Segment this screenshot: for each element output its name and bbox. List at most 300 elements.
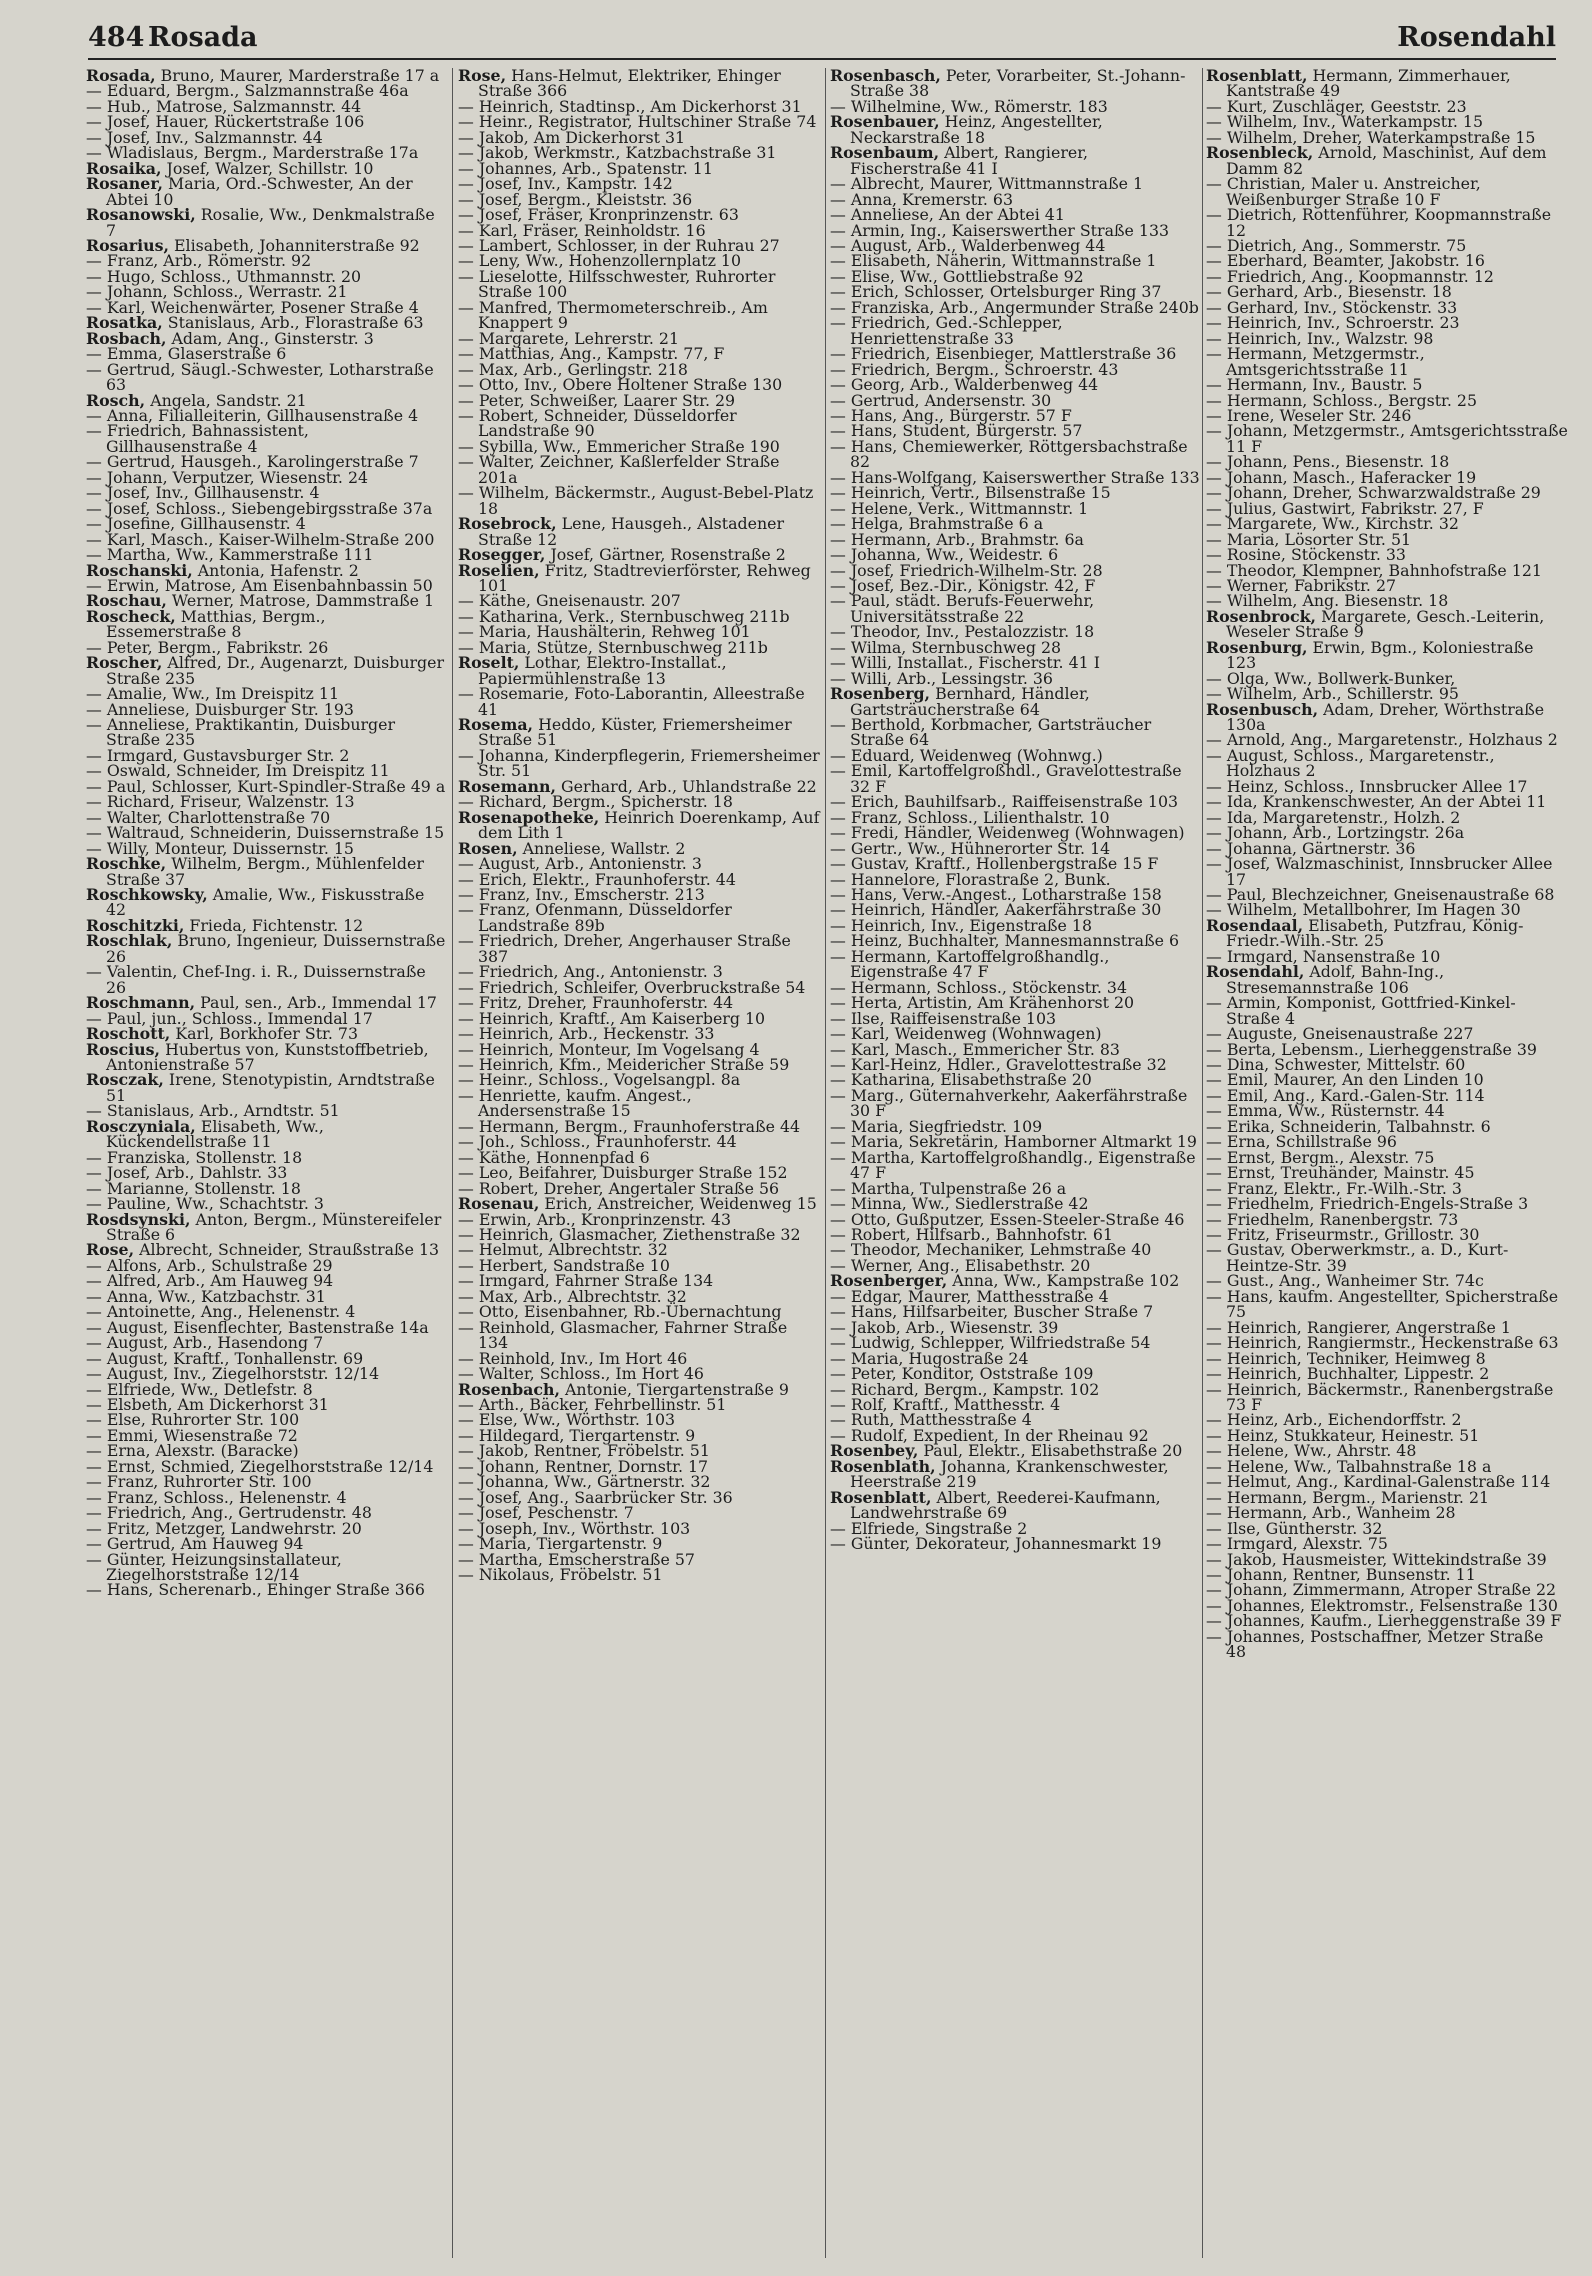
entry-details: — Walter, Charlottenstraße 70 — [86, 807, 331, 827]
entry-details: — Marg., Güternahverkehr, Aakerfährstraße 30 F — [830, 1085, 1193, 1121]
directory-entry — [458, 485, 822, 516]
directory-entry — [830, 1487, 1200, 1523]
entry-details: — Lieselotte, Hilfsschwester, Ruhrorter Straße 100 — [458, 266, 781, 302]
entry-details: — Erich, Bauhilfsarb., Raiffeisenstraße 103 — [830, 792, 1179, 812]
page-header — [88, 18, 1556, 60]
entry-details: — Franz, Arb., Römerstr. 92 — [86, 251, 312, 271]
directory-entry — [830, 145, 1200, 176]
entry-details: Anna, Ww., Kampstraße 102 — [947, 1271, 1180, 1291]
entry-details: — Hermann, Inv., Baustr. 5 — [1206, 375, 1423, 395]
entry-details: — Gerhard, Inv., Stöckenstr. 33 — [1206, 297, 1458, 317]
entry-details: — Franz, Schloss., Lilienthalstr. 10 — [830, 807, 1110, 827]
entry-details: — Günter, Dekorateur, Johannesmarkt 19 — [830, 1534, 1162, 1554]
entry-details: — Richard, Friseur, Walzenstr. 13 — [86, 792, 355, 812]
entry-details: — Rudolf, Expedient, In der Rheinau 92 — [830, 1425, 1149, 1445]
entry-surname: Rose, — [86, 1240, 135, 1260]
entry-details: Stanislaus, Arb., Florastraße 63 — [162, 313, 424, 333]
entry-details: — Anneliese, Praktikantin, Duisburger Straße 235 — [86, 715, 401, 750]
entry-details: — Albrecht, Maurer, Wittmannstraße 1 — [830, 174, 1144, 194]
directory-entry — [458, 266, 822, 302]
column-divider — [452, 68, 453, 2258]
entry-details: — August, Eisenflechter, Bastenstraße 14a — [86, 1317, 429, 1337]
entry-details: — Josef, Inv., Kampstr. 142 — [458, 174, 673, 194]
entry-details: — Jakob, Werkmstr., Katzbachstraße 31 — [458, 143, 777, 163]
entry-details: — Franz, Elektr., Fr.-Wilh.-Str. 3 — [1206, 1178, 1462, 1198]
entry-details: — Karl, Masch., Kaiser-Wilhelm-Straße 200 — [86, 529, 435, 549]
entry-details: — Walter, Zeichner, Kaßlerfelder Straße 201a — [458, 452, 785, 487]
entry-details: — Waltraud, Schneiderin, Duissernstraße 15 — [86, 823, 445, 843]
entry-details: Erwin, Bgm., Koloniestraße 123 — [1226, 637, 1539, 673]
entry-details: — Jakob, Am Dickerhorst 31 — [458, 127, 686, 147]
directory-entry — [1206, 1379, 1568, 1414]
directory-entry — [86, 176, 448, 207]
entry-details: Alfred, Dr., Augenarzt, Duisburger Straße 235 — [106, 653, 450, 688]
entry-details: Heinz, Angestellter, Neckarstraße 18 — [850, 112, 1108, 147]
entry-details: — Anneliese, An der Abtei 41 — [830, 205, 1065, 225]
entry-details: — Max, Arb., Gerlingstr. 218 — [458, 359, 688, 379]
entry-details: — Rosemarie, Foto-Laborantin, Alleestraße 41 — [458, 684, 810, 719]
entry-details: — Karl, Weidenweg (Wohnwagen) — [830, 1024, 1102, 1044]
entry-details: Albrecht, Schneider, Straußstraße 13 — [134, 1240, 440, 1260]
entry-surname: Rosbach, — [86, 328, 167, 348]
directory-entry — [1206, 1626, 1568, 1662]
entry-surname: Rosenbach, — [458, 1379, 560, 1399]
entry-details: — Maria, Lösorter Str. 51 — [1206, 529, 1412, 549]
directory-entry — [86, 1580, 448, 1600]
entry-details: — August, Kraftf., Tonhallenstr. 69 — [86, 1348, 364, 1368]
entry-details: — Rosine, Stöckenstr. 33 — [1206, 545, 1406, 565]
entry-details: — Elise, Ww., Gottliebstraße 92 — [830, 266, 1084, 286]
entry-surname: Rosenau, — [458, 1194, 540, 1214]
entry-details: — Elisabeth, Näherin, Wittmannstraße 1 — [830, 251, 1157, 271]
entry-surname: Rosenblatt, — [1206, 66, 1308, 85]
directory-entry — [1206, 915, 1568, 951]
entry-details: — Josef, Walzmaschinist, Innsbrucker Allee 17 — [1206, 854, 1558, 889]
entry-details: — Amalie, Ww., Im Dreispitz 11 — [86, 684, 339, 704]
directory-entry — [86, 887, 448, 918]
directory-entry — [86, 856, 448, 887]
entry-details: — Franziska, Stollenstr. 18 — [86, 1147, 303, 1167]
directory-entry — [1206, 637, 1568, 673]
directory-entry — [830, 68, 1200, 99]
entry-details: — Dietrich, Ang., Sommerstr. 75 — [1206, 235, 1467, 255]
entry-details: — Helmut, Albrechtstr. 32 — [458, 1240, 668, 1260]
entry-surname: Roschitzki, — [86, 915, 185, 935]
entry-surname: Rosenbauer, — [830, 112, 940, 132]
entry-details: — Heinz, Buchhalter, Mannesmannstraße 6 — [830, 931, 1180, 951]
entry-details: — Hans, Scherenarb., Ehinger Straße 366 — [86, 1580, 425, 1600]
entry-details: — Friedrich, Bahnassistent, Gillhausenstraße 4 — [86, 421, 314, 456]
entry-details: — Maria, Tiergartenstr. 9 — [458, 1534, 663, 1554]
directory-entry — [830, 593, 1200, 624]
directory-entry — [830, 114, 1200, 145]
entry-details: — Lambert, Schlosser, in der Ruhrau 27 — [458, 235, 780, 255]
entry-details: Fritz, Stadtrevierförster, Rehweg 101 — [478, 560, 816, 595]
entry-details: — Arnold, Ang., Margaretenstr., Holzhaus 2 — [1206, 730, 1558, 750]
entry-details: — Eduard, Weidenweg (Wohnwg.) — [830, 745, 1103, 765]
directory-entry — [458, 560, 822, 595]
entry-details: Amalie, Ww., Fiskusstraße 42 — [106, 885, 430, 920]
entry-details: — August, Schloss., Margaretenstr., Holzhaus 2 — [1206, 745, 1500, 781]
entry-surname: Rosdsynski, — [86, 1209, 191, 1229]
entry-surname: Rosenblath, — [830, 1456, 936, 1476]
directory-entry — [458, 933, 822, 964]
directory-entry — [830, 436, 1200, 472]
entry-details: — Heinrich, Techniker, Heimweg 8 — [1206, 1348, 1486, 1368]
entry-details: — Otto, Inv., Obere Holtener Straße 130 — [458, 375, 783, 395]
entry-details: — Gertr., Ww., Hühnerorter Str. 14 — [830, 838, 1111, 858]
entry-details: — Martha, Ww., Kammerstraße 111 — [86, 545, 374, 565]
entry-details: — Karl, Masch., Emmericher Str. 83 — [830, 1039, 1120, 1059]
entry-details: — Heinrich, Monteur, Im Vogelsang 4 — [458, 1039, 760, 1059]
entry-details: — Margarete, Lehrerstr. 21 — [458, 328, 680, 348]
entry-details: — Paul, städt. Berufs-Feuerwehr, Universitätsstraße 22 — [830, 591, 1100, 626]
entry-surname: Rosada, — [86, 66, 156, 85]
entry-details: — Johann, Schloss., Werrastr. 21 — [86, 282, 348, 302]
entry-details: — Johann, Dreher, Schwarzwaldstraße 29 — [1206, 483, 1541, 503]
entry-details: — Heinrich, Rangierer, Angerstraße 1 — [1206, 1317, 1511, 1337]
directory-entry — [86, 606, 448, 642]
entry-details: Lothar, Elektro-Installat., Papiermühlenstraße 13 — [478, 653, 732, 688]
entry-details: Heinrich Doerenkamp, Auf dem Lith 1 — [478, 807, 825, 843]
entry-details: — August, Inv., Ziegelhorststr. 12/14 — [86, 1364, 380, 1384]
entry-surname: Rosenbey, — [830, 1441, 919, 1461]
entry-details: — Johanna, Gärtnerstr. 36 — [1206, 838, 1416, 858]
entry-details: — Irmgard, Nansenstraße 10 — [1206, 946, 1441, 966]
entry-details: — Friedrich, Ang., Gertrudenstr. 48 — [86, 1503, 372, 1523]
entry-details: — Wilhelm, Inv., Waterkampstr. 15 — [1206, 112, 1484, 132]
column-divider — [825, 68, 826, 2258]
entry-details: — Helene, Ww., Ahrstr. 48 — [1206, 1441, 1417, 1461]
entry-details: — Hans, kaufm. Angestellter, Spicherstraße 75 — [1206, 1286, 1564, 1322]
entry-surname: Rosen, — [458, 838, 518, 858]
entry-details: — Eduard, Bergm., Salzmannstraße 46a — [86, 81, 409, 101]
entry-surname: Rosenbasch, — [830, 66, 941, 85]
directory-entry — [830, 946, 1200, 982]
entry-details: — Ida, Margaretenstr., Holzh. 2 — [1206, 807, 1461, 827]
entry-surname: Rosanowski, — [86, 205, 196, 225]
entry-details: — Franz, Ruhrorter Str. 100 — [86, 1472, 312, 1492]
entry-details: — Heinrich, Bäckermstr., Ranenbergstraße 73 F — [1206, 1379, 1559, 1414]
entry-details: — Erika, Schneiderin, Talbahnstr. 6 — [1206, 1116, 1491, 1136]
entry-details: — Theodor, Klempner, Bahnhofstraße 121 — [1206, 560, 1542, 580]
entry-details: — Erwin, Arb., Kronprinzenstr. 43 — [458, 1209, 732, 1229]
entry-details: — Olga, Ww., Bollwerk-Bunker, — [1206, 668, 1456, 688]
entry-details: — Rolf, Kraftf., Matthesstr. 4 — [830, 1394, 1061, 1414]
entry-surname: Roschkowsky, — [86, 885, 208, 905]
entry-details: — Friedrich, Ged.-Schlepper, Henriettenstraße 33 — [830, 313, 1068, 348]
entry-details: — Gustav, Kraftf., Hollenbergstraße 15 F — [830, 854, 1159, 874]
directory-entry — [458, 297, 822, 333]
directory-entry — [458, 686, 822, 717]
entry-details: — Friedrich, Eisenbieger, Mattlerstraße 36 — [830, 344, 1177, 364]
directory-entry — [830, 686, 1200, 717]
entry-details: Matthias, Bergm., Essemerstraße 8 — [106, 606, 331, 642]
entry-details: — Gertrud, Andersenstr. 30 — [830, 390, 1052, 410]
entry-details: — Theodor, Mechaniker, Lehmstraße 40 — [830, 1240, 1152, 1260]
directory-entry — [86, 964, 448, 995]
entry-details: — Heinrich, Inv., Eigenstraße 18 — [830, 915, 1093, 935]
entry-details: — Valentin, Chef-Ing. i. R., Duissernstraße 26 — [86, 962, 431, 997]
entry-details: — Maria, Sekretärin, Hamborner Altmarkt 19 — [830, 1132, 1197, 1152]
entry-surname: Rosendahl, — [1206, 962, 1305, 982]
entry-details: — Edgar, Maurer, Matthesstraße 4 — [830, 1286, 1109, 1306]
entry-details: — Friedhelm, Friedrich-Engels-Straße 3 — [1206, 1194, 1529, 1214]
directory-column-1 — [86, 66, 451, 2264]
entry-details: — Wilhelm, Bäckermstr., August-Bebel-Platz 18 — [458, 483, 819, 518]
entry-details: — Pauline, Ww., Schachtstr. 3 — [86, 1194, 324, 1214]
entry-details: — Johann, Pens., Biesenstr. 18 — [1206, 452, 1450, 472]
entry-details: — Robert, Hilfsarb., Bahnhofstr. 61 — [830, 1224, 1113, 1244]
entry-details: — Joh., Schloss., Fraunhoferstr. 44 — [458, 1132, 737, 1152]
directory-entry — [458, 655, 822, 686]
entry-details: — Heinrich, Stadtinsp., Am Dickerhorst 31 — [458, 96, 802, 116]
entry-details: — Minna, Ww., Siedlerstraße 42 — [830, 1194, 1089, 1214]
entry-surname: Roscius, — [86, 1039, 161, 1059]
entry-details: — Hermann, Schloss., Bergstr. 25 — [1206, 390, 1477, 410]
entry-details: — Heinr., Registrator, Hultschiner Straße 74 — [458, 112, 817, 132]
entry-surname: Rose, — [458, 66, 507, 85]
entry-details: Adolf, Bahn-Ing., Stresemannstraße 106 — [1226, 962, 1450, 997]
entry-details: — Jakob, Rentner, Fröbelstr. 51 — [458, 1441, 710, 1461]
entry-details: — Josef, Hauer, Rückertstraße 106 — [86, 112, 365, 132]
entry-details: — Josef, Schloss., Siebengebirgsstraße 37a — [86, 498, 433, 518]
entry-details: — Josefine, Gillhausenstr. 4 — [86, 514, 306, 534]
entry-surname: Roschmann, — [86, 993, 196, 1013]
directory-entry — [830, 1147, 1201, 1183]
directory-entry — [86, 1039, 448, 1074]
entry-details: — Hugo, Schloss., Uthmannstr. 20 — [86, 266, 362, 286]
left-running-head: Rosada — [148, 22, 258, 53]
entry-details: — Josef, Inv., Gillhausenstr. 4 — [86, 483, 320, 503]
entry-details: — Friedrich, Ang., Koopmannstr. 12 — [1206, 266, 1494, 286]
entry-details: Maria, Ord.-Schwester, An der Abtei 10 — [106, 174, 418, 209]
entry-details: — Leo, Beifahrer, Duisburger Straße 152 — [458, 1163, 788, 1183]
entry-details: Irene, Stenotypistin, Arndtstraße 51 — [106, 1070, 440, 1105]
entry-surname: Roschlak, — [86, 931, 173, 951]
entry-details: — Johann, Rentner, Dornstr. 17 — [458, 1456, 709, 1476]
directory-entry — [1206, 207, 1568, 238]
directory-column-4 — [1206, 66, 1573, 2264]
entry-details: — Ernst, Treuhänder, Mainstr. 45 — [1206, 1163, 1475, 1183]
header-rule — [88, 58, 1556, 60]
entry-details: — Käthe, Gneisenaustr. 207 — [458, 591, 681, 611]
entry-details: Heddo, Küster, Friemersheimer Straße 51 — [478, 715, 797, 750]
entry-details: — Heinz, Arb., Eichendorffstr. 2 — [1206, 1410, 1462, 1430]
entry-details: Arnold, Maschinist, Auf dem Damm 82 — [1226, 143, 1552, 178]
entry-details: — Else, Ruhrorter Str. 100 — [86, 1410, 300, 1430]
entry-details: — Franziska, Arb., Angermunder Straße 240b — [830, 297, 1199, 317]
directory-entry — [86, 1209, 448, 1244]
entry-details: Josef, Walzer, Schillstr. 10 — [161, 158, 374, 178]
entry-details: — Manfred, Thermometerschreib., Am Knappert 9 — [458, 297, 773, 333]
entry-details: — Robert, Dreher, Angertaler Straße 56 — [458, 1178, 780, 1198]
entry-details: — Anna, Kremerstr. 63 — [830, 189, 1014, 209]
entry-details: Antonia, Hafenstr. 2 — [192, 560, 359, 580]
entry-details: — Sybilla, Ww., Emmericher Straße 190 — [458, 436, 780, 456]
directory-entry — [830, 1534, 1200, 1554]
entry-details: — Fredi, Händler, Weidenweg (Wohnwagen) — [830, 823, 1185, 843]
directory-entry — [458, 516, 822, 547]
entry-details: — Gerhard, Arb., Biesenstr. 18 — [1206, 282, 1452, 302]
directory-entry — [86, 1072, 448, 1103]
entry-details: — Ludwig, Schlepper, Wilfriedstraße 54 — [830, 1333, 1151, 1353]
entry-details: — Hermann, Arb., Brahmstr. 6a — [830, 529, 1084, 549]
entry-details: — Otto, Eisenbahner, Rb.-Übernachtung — [458, 1302, 782, 1322]
entry-details: Karl, Borkhofer Str. 73 — [170, 1024, 359, 1044]
entry-details: — Johannes, Kaufm., Lierheggenstraße 39 F — [1206, 1611, 1562, 1631]
entry-details: — Max, Arb., Albrechtstr. 32 — [458, 1286, 687, 1306]
entry-details: — Johann, Verputzer, Wiesenstr. 24 — [86, 467, 369, 487]
entry-surname: Roschott, — [86, 1024, 171, 1044]
entry-details: — Johann, Zimmermann, Atroper Straße 22 — [1206, 1580, 1557, 1600]
entry-details: — Werner, Ang., Elisabethstr. 20 — [830, 1255, 1091, 1275]
entry-details: — Irmgard, Alexstr. 75 — [1206, 1534, 1388, 1554]
entry-details: Elisabeth, Johanniterstraße 92 — [169, 235, 420, 255]
entry-surname: Rosenbleck, — [1206, 143, 1314, 163]
entry-details: Anton, Bergm., Münstereifeler Straße 6 — [106, 1209, 447, 1244]
entry-details: — Werner, Fabrikstr. 27 — [1206, 575, 1397, 595]
entry-details: — Herta, Artistin, Am Krähenhorst 20 — [830, 993, 1135, 1013]
directory-entry — [830, 717, 1200, 748]
entry-details: — Martha, Kartoffelgroßhandlg., Eigenstraße 47 F — [830, 1147, 1201, 1183]
entry-details: — Heinrich, Buchhalter, Lippestr. 2 — [1206, 1364, 1490, 1384]
entry-details: — Paul, Schlosser, Kurt-Spindler-Straße 49 a — [86, 776, 446, 796]
entry-details: — Josef, Inv., Salzmannstr. 44 — [86, 127, 323, 147]
entry-details: — Heinrich, Inv., Schroerstr. 23 — [1206, 313, 1460, 333]
entry-details: Wilhelm, Bergm., Mühlenfelder Straße 37 — [106, 854, 429, 889]
entry-details: — Elfriede, Singstraße 2 — [830, 1518, 1028, 1538]
entry-details: Gerhard, Arb., Uhlandstraße 22 — [556, 776, 817, 796]
directory-entry — [1206, 421, 1573, 456]
directory-entry — [86, 423, 448, 454]
entry-details: — Johann, Masch., Haferacker 19 — [1206, 467, 1477, 487]
directory-entry — [458, 1564, 822, 1584]
entry-details: — Helmut, Ang., Kardinal-Galenstraße 114 — [1206, 1472, 1551, 1492]
directory-entry — [458, 454, 822, 485]
entry-surname: Rosatka, — [86, 313, 163, 333]
entry-surname: Rosch, — [86, 390, 146, 410]
entry-details: Rosalie, Ww., Denkmalstraße 7 — [106, 205, 440, 240]
directory-entry — [1206, 606, 1568, 642]
entry-details: — Auguste, Gneisenaustraße 227 — [1206, 1024, 1474, 1044]
entry-surname: Rosendaal, — [1206, 915, 1304, 935]
entry-details: — August, Arb., Hasendong 7 — [86, 1333, 324, 1353]
entry-details: Erich, Anstreicher, Weidenweg 15 — [539, 1194, 817, 1214]
entry-details: — Richard, Bergm., Spicherstr. 18 — [458, 792, 733, 812]
entry-details: — Josef, Friedrich-Wilhelm-Str. 28 — [830, 560, 1103, 580]
entry-details: Elisabeth, Putzfrau, König-Friedr.-Wilh.-Str. 25 — [1226, 915, 1524, 951]
entry-details: — Hildegard, Tiergartenstr. 9 — [458, 1425, 696, 1445]
entry-details: — Willy, Monteur, Duissernstr. 15 — [86, 838, 354, 858]
entry-details: — Leny, Ww., Hohenzollernplatz 10 — [458, 251, 742, 271]
entry-details: — Emil, Maurer, An den Linden 10 — [1206, 1070, 1484, 1090]
entry-details: Bruno, Ingenieur, Duissernstraße 26 — [106, 931, 451, 966]
directory-entry — [458, 405, 822, 441]
entry-details: — Anna, Filialleiterin, Gillhausenstraße 4 — [86, 405, 419, 425]
entry-details: — Hans, Student, Bürgerstr. 57 — [830, 421, 1083, 441]
directory-entry — [830, 763, 1200, 794]
entry-details: — Friedrich, Ang., Antonienstr. 3 — [458, 962, 723, 982]
directory-entry — [1206, 1286, 1568, 1322]
entry-details: Adam, Ang., Ginsterstr. 3 — [166, 328, 374, 348]
directory-entry — [458, 68, 822, 99]
entry-surname: Rosenbusch, — [1206, 699, 1319, 719]
directory-entry — [458, 902, 822, 933]
entry-details: — Johannes, Arb., Spatenstr. 11 — [458, 158, 713, 178]
entry-details: — Gertrud, Am Hauweg 94 — [86, 1534, 304, 1554]
entry-details: — Heinrich, Arb., Heckenstr. 33 — [458, 1024, 715, 1044]
entry-details: Hans-Helmut, Elektriker, Ehinger Straße 366 — [478, 66, 786, 101]
directory-entry — [458, 807, 825, 843]
entry-details: — Ilse, Raiffeisenstraße 103 — [830, 1008, 1057, 1028]
entry-details: — Berta, Lebensm., Lierheggenstraße 39 — [1206, 1039, 1537, 1059]
entry-details: — Marianne, Stollenstr. 18 — [86, 1178, 301, 1198]
entry-surname: Roschau, — [86, 591, 167, 611]
entry-details: — Else, Ww., Wörthstr. 103 — [458, 1410, 676, 1430]
entry-surname: Rosczak, — [86, 1070, 164, 1090]
entry-details: — Wilhelmine, Ww., Römerstr. 183 — [830, 96, 1108, 116]
entry-details: — Friedrich, Schleifer, Overbruckstraße 54 — [458, 977, 806, 997]
entry-surname: Rosenblatt, — [830, 1487, 932, 1507]
entry-details: — Hannelore, Florastraße 2, Bunk. — [830, 869, 1111, 889]
entry-details: — Antoinette, Ang., Helenenstr. 4 — [86, 1302, 356, 1322]
entry-details: — Christian, Maler u. Anstreicher, Weißenburger Straße 10 F — [1206, 174, 1486, 209]
entry-details: — Emil, Ang., Kard.-Galen-Str. 114 — [1206, 1085, 1485, 1105]
entry-details: — Heinz, Stukkateur, Heinestr. 51 — [1206, 1425, 1480, 1445]
entry-details: — Otto, Gußputzer, Essen-Steeler-Straße 46 — [830, 1209, 1185, 1229]
entry-details: Paul, Elektr., Elisabethstraße 20 — [918, 1441, 1183, 1461]
entry-details: — Armin, Komponist, Gottfried-Kinkel-Straße 4 — [1206, 993, 1516, 1028]
entry-details: — Johanna, Kinderpflegerin, Friemersheimer Str. 51 — [458, 745, 825, 781]
entry-surname: Rosenberger, — [830, 1271, 948, 1291]
entry-details: — Willi, Installat., Fischerstr. 41 I — [830, 653, 1100, 673]
directory-entry — [1206, 745, 1568, 781]
entry-details: — Josef, Bez.-Dir., Königstr. 42, F — [830, 575, 1096, 595]
entry-details: — Paul, Blechzeichner, Gneisenaustraße 68 — [1206, 885, 1555, 905]
entry-details: Elisabeth, Ww., Kückendellstraße 11 — [106, 1116, 329, 1152]
entry-surname: Roselt, — [458, 653, 520, 673]
page-number: 484 — [88, 22, 145, 53]
entry-surname: Rosarius, — [86, 235, 169, 255]
directory-column-2 — [458, 66, 825, 2264]
entry-surname: Rosaner, — [86, 174, 164, 194]
entry-details: — Jakob, Hausmeister, Wittekindstraße 39 — [1206, 1549, 1547, 1569]
entry-details: — Peter, Konditor, Oststraße 109 — [830, 1364, 1094, 1384]
entry-details: — Henriette, kaufm. Angest., Andersenstraße 15 — [458, 1085, 697, 1121]
entry-details: — Erna, Alexstr. (Baracke) — [86, 1441, 299, 1461]
entry-details: — Heinrich, Inv., Walzstr. 98 — [1206, 328, 1434, 348]
directory-entry — [1206, 68, 1568, 99]
entry-details: — Margarete, Ww., Kirchstr. 32 — [1206, 514, 1459, 534]
entry-details: — Karl-Heinz, Hdler., Gravelottestraße 32 — [830, 1055, 1167, 1074]
entry-details: — Gertrud, Hausgeh., Karolingerstraße 7 — [86, 452, 419, 472]
entry-surname: Roschanski, — [86, 560, 193, 580]
entry-details: — Heinrich, Händler, Aakerfährstraße 30 — [830, 900, 1162, 920]
entry-details: — Johannes, Postschaffner, Metzer Straße 48 — [1206, 1626, 1549, 1662]
entry-details: — Matthias, Ang., Kampstr. 77, F — [458, 344, 725, 364]
entry-details: — Hans, Hilfsarbeiter, Buscher Straße 7 — [830, 1302, 1154, 1322]
entry-details: Lene, Hausgeh., Alstadener Straße 12 — [478, 514, 790, 549]
entry-details: Margarete, Gesch.-Leiterin, Weseler Straße 9 — [1226, 606, 1550, 642]
entry-details: — Herbert, Sandstraße 10 — [458, 1255, 670, 1275]
entry-details: — Hans-Wolfgang, Kaiserswerther Straße 133 — [830, 467, 1200, 487]
directory-entry — [1206, 995, 1568, 1026]
entry-surname: Rosenberg, — [830, 684, 931, 704]
entry-details: — Johanna, Ww., Weidestr. 6 — [830, 545, 1059, 565]
entry-surname: Rosenapotheke, — [458, 807, 600, 827]
entry-details: — Heinr., Schloss., Vogelsangpl. 8a — [458, 1070, 741, 1090]
